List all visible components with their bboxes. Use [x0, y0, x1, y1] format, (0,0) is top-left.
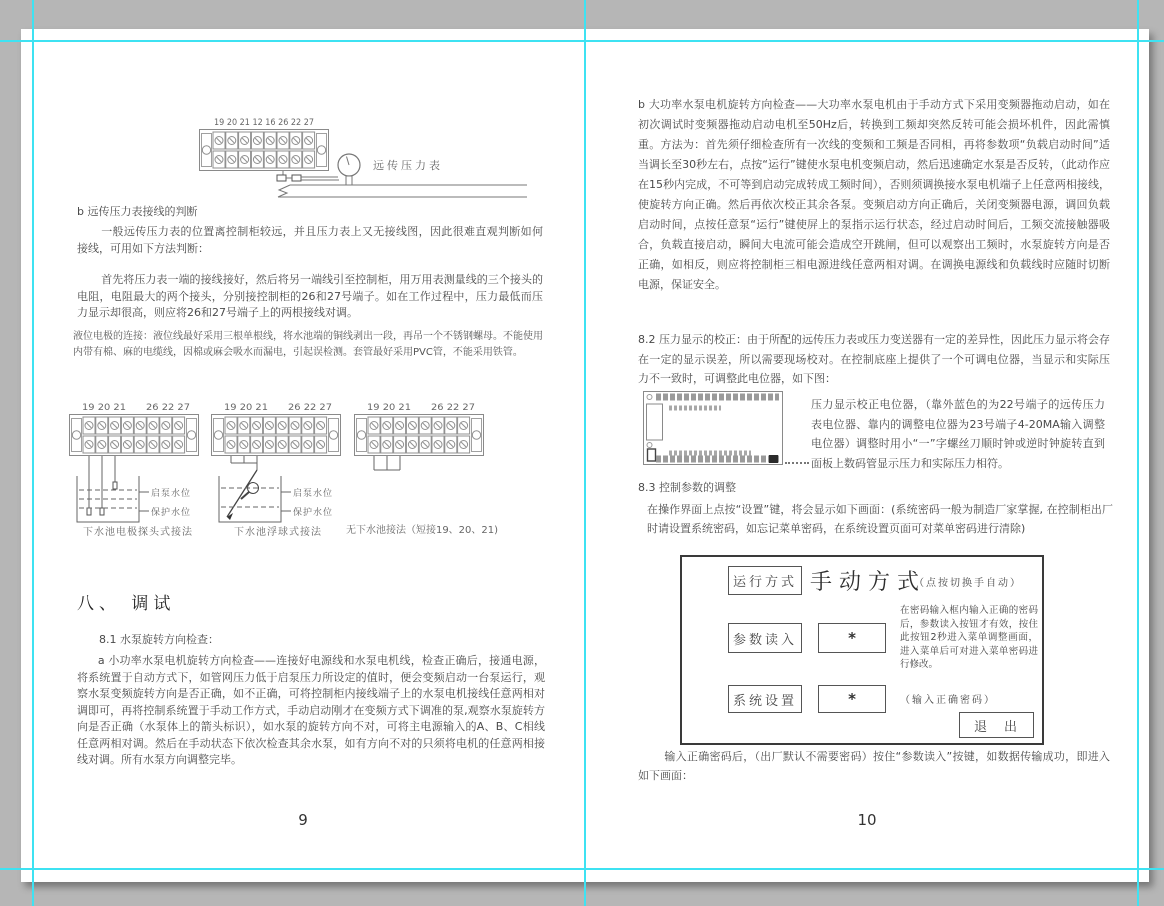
section-b-para1: 一般远传压力表的位置离控制柜较远，并且压力表上又无接线图，因此很难直观判断如何 接线，可用如下方法判断：	[77, 225, 543, 255]
terminals-left-label: 19 20 21	[224, 403, 268, 413]
pressure-gauge-icon	[338, 154, 360, 185]
run-mode-button[interactable]: 运行方式	[728, 566, 802, 595]
settings-dialog	[680, 555, 1044, 745]
terminal-numbers-label: 19 20 21 12 16 26 22 27	[214, 118, 314, 128]
board-caption: 压力显示校正电位器，（靠外蓝色的为22号端子的远传压力表电位器、靠内的调整电位器为23号端子4-20MA输入调整电位器）调整时用小“一”字螺丝刀顺时钟或逆时钟旋转直到面板上数码管显示压力和实际压力相符。	[811, 398, 1105, 470]
connector-s	[277, 175, 286, 181]
electrode-probe-diagram	[69, 400, 204, 525]
run-mode-hint: （点按切换手自动）	[914, 578, 1022, 589]
connector-l	[292, 175, 301, 181]
protect-level-label: 保护水位	[293, 508, 334, 518]
potentiometer-adjust	[769, 455, 778, 463]
guide-vertical-right	[1137, 0, 1139, 906]
page-number-9: 9	[298, 811, 308, 829]
pipe-lines	[278, 185, 527, 197]
page-10	[585, 29, 1149, 882]
level-electrode-note: 液位电极的连接：液位线最好采用三根单根线，将水池端的铜线剥出一段，再吊一个不锈钢螺母。不能使用内带有棉、麻的电缆线，因棉或麻会吸水而漏电，引起误检测。套管最好采用PVC管，不能采用铁管。	[73, 331, 543, 358]
param-read-hint: 在密码输入框内输入正确的密码后，参数读入按钮才有效，按住此按钮2秒进入菜单调整画面，进入菜单后可对进入菜单密码进行修改。	[900, 605, 1038, 670]
system-set-button[interactable]: 系统设置	[728, 685, 802, 713]
system-set-hint: （输入正确密码）	[900, 695, 996, 706]
guide-vertical-spine	[584, 0, 586, 906]
system-password-field[interactable]: *	[818, 685, 886, 713]
chapter-heading: 八、 调试	[77, 594, 176, 614]
relay-block	[647, 404, 663, 440]
guide-horizontal-bottom	[0, 868, 1164, 870]
paragraph-b: b 大功率水泵电机旋转方向检查——大功率水泵电机由于手动方式下采用变频器拖动启动，如在初次调试时变频器拖动启动电机至50Hz后，转换到工频却突然反转可能会损坏机件，因此需慎重。方法为：首先须仔细检查所有一次线的变频和工频是否同相，再将参数项“负载启动时间”适当调长至30秒左右，点按“运行”键使水泵电机变频启动，然后迅速确定水泵是否反转，（此动作应在15秒内完成，不可等到启动完成转成工频时间），否则须调换接水泵电机端子上任意两相接线，使旋转方向正确。然后再依次校正其余各泵。变频启动方向正确后，关闭变频器电源，调回负载启动时间，点按任意泵“运行”键使屏上的泵指示运行状态，经过启动时间后，工频交流接触器吸合，负载直接启动，瞬间大电流可能会造成空开跳闸，但可以观察出工频时，水泵旋转方向是否正确，如相反，则应将控制柜三相电源进线任意两相对调。在调换电源线和负载线时应随时切断电源，保证安全。	[638, 98, 1110, 291]
potentiometer-outer	[648, 449, 656, 461]
s83-intro: 在操作界面上点按“设置”键，将会显示如下画面：(系统密码一般为制造厂家掌握, 在控制柜出厂时请设置系统密码，如忘记菜单密码，在系统设置页面可对菜单密码进行清除)	[647, 503, 1113, 535]
start-level-label: 启泵水位	[293, 489, 334, 499]
diagram2-caption: 下水池浮球式接法	[234, 527, 322, 538]
guide-horizontal-top	[0, 40, 1164, 42]
s83-title: 8.3 控制参数的调整	[638, 481, 736, 494]
param-password-field[interactable]: *	[818, 623, 886, 653]
diagram1-caption: 下水池电极探头式接法	[83, 527, 193, 538]
terminals-right-label: 26 22 27	[431, 403, 475, 413]
terminals-right-label: 26 22 27	[288, 403, 332, 413]
protect-level-label: 保护水位	[151, 508, 192, 518]
param-read-button[interactable]: 参数读入	[728, 623, 802, 653]
section-b-title: b 远传压力表接线的判断	[77, 205, 198, 218]
page-number-10: 10	[857, 811, 877, 829]
closing-paragraph: 输入正确密码后，（出厂默认不需要密码）按住“参数读入”按键，如数据传输成功，即进入如下画面：	[638, 750, 1110, 782]
page-9	[21, 29, 585, 882]
terminals-left-label: 19 20 21	[82, 403, 126, 413]
control-board-diagram	[643, 391, 783, 465]
exit-button[interactable]: 退 出	[959, 712, 1034, 738]
guide-vertical-left	[32, 0, 34, 906]
s81-title: 8.1 水泵旋转方向检查：	[99, 633, 219, 646]
section-b-para2: 首先将压力表一端的接线接好，然后将另一端线引至控制柜，用万用表测量线的三个接头的电阻，电阻最大的两个接头，分别接控制柜的26和27号端子。如在工作过程中，压力最低而压力显示却很高，则应将26和27号端子上的两根接线对调。	[77, 273, 543, 319]
diagram3-caption: 无下水池接法（短接19、20、21)	[345, 525, 499, 536]
float-ball-diagram	[211, 400, 346, 525]
terminals-left-label: 19 20 21	[367, 403, 411, 413]
gauge-label: 远传压力表	[373, 159, 443, 172]
board-leader-line	[785, 462, 809, 464]
s81-paragraph: a 小功率水泵电机旋转方向检查——连接好电源线和水泵电机线，检查正确后，接通电源，将系统置于自动方式下，如管网压力低于启泵压力所设定的值时，便会变频启动一台泵运行，观察水泵变频旋转方向是否正确，如不正确，可将控制柜内接线端子上的水泵电机接线任意两相对调即可，再将控制系统置于手动工作方式，手动启动刚才在变频方式下调准的泵,观察水泵旋转方向是否正确（水泵体上的箭头标识），如水泵的旋转方向不对，可将主电源输入的A、B、C相线任意两相对调。然后在手动状态下依次检查其余水泵，如有方向不对的只须将电机的任意两相接线对调。所有水泵方向调整完毕。	[77, 654, 545, 766]
s82-paragraph: 8.2 压力显示的校正：由于所配的远传压力表或压力变送器有一定的差异性，因此压力显示将会存在一定的显示误差，所以需要现场校对。在控制底座上提供了一个可调电位器，当显示和实际压力不一致时，可调整此电位器，如下图：	[638, 333, 1110, 385]
jumper-diagram	[354, 400, 489, 525]
terminals-right-label: 26 22 27	[146, 403, 190, 413]
terminal-gauge-diagram	[189, 113, 534, 225]
run-mode-value: 手动方式	[810, 570, 927, 595]
start-level-label: 启泵水位	[151, 489, 192, 499]
